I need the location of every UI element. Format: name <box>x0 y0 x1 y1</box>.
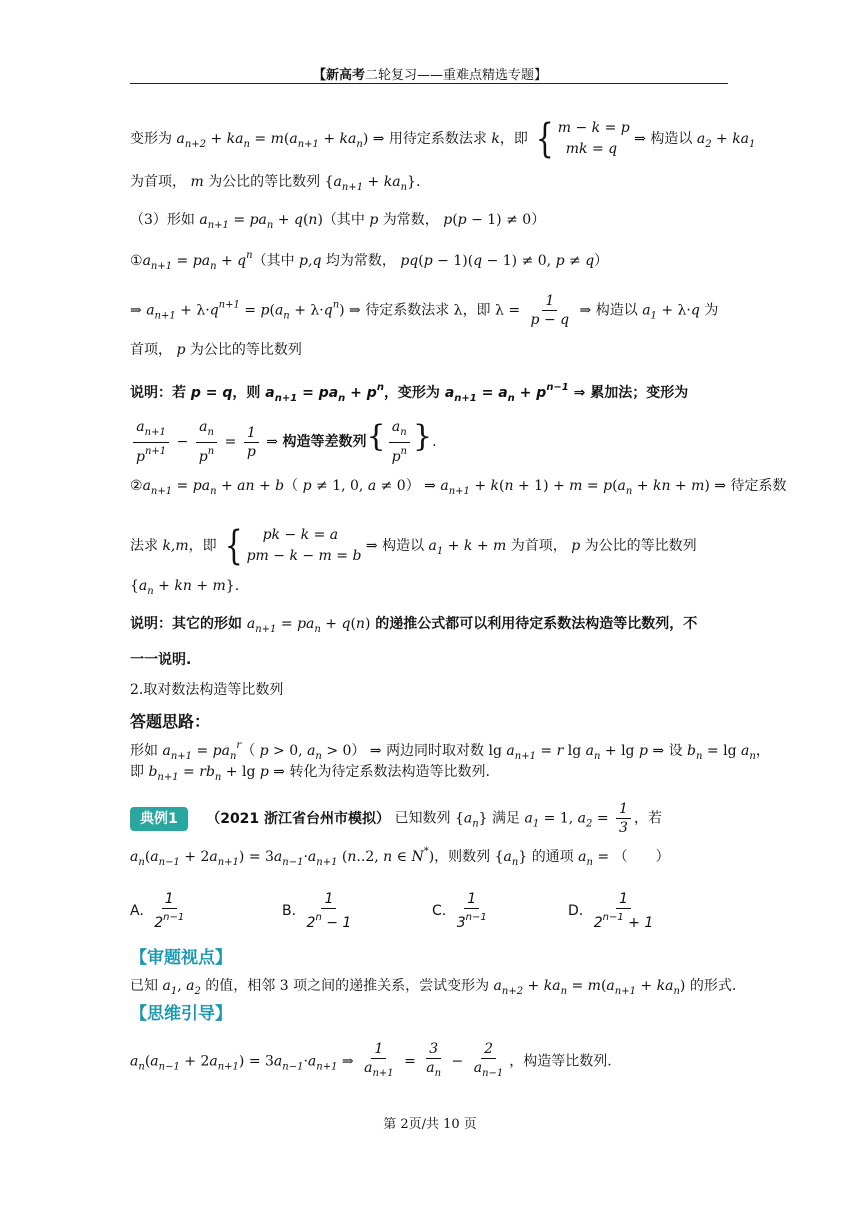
page-header: 【新高考二轮复习——重难点精选专题】 <box>312 68 548 83</box>
text-line: 变形为 $a_{n+2} + ka_n = m(a_{n+1} + ka_n)$ ⇒ 用待定系数法求 k，即 { m − k = p mk = q ⇒ 构造以 $a_2 + ka_1$ <box>130 116 756 162</box>
text-line: 答题思路： <box>130 712 211 731</box>
example-line: 典例1 （2021 浙江省台州市模拟） 已知数列 $\{a_n\}$ 满足 $a_1 = 1$, $a_2$ = $\frac{1}{3}$ ，若 <box>130 800 730 837</box>
text-line: 法求 k,m，即 { pk − k = a pm − k − m = b ⇒ 构造以 $a_1 + k + m$ 为首项， p 为公比的等比数列 <box>130 523 697 569</box>
text-line: （3）形如 $a_{n+1} = pa_n + q(n)$（其中 p 为常数， p(p − 1) ≠ 0） <box>130 212 546 231</box>
text-line: 说明：若 p = q，则 $a_{n+1} = pa_n + p^n$，变形为 $a_{n+1} = a_n + p^{n-1}$ ⇒ 累加法；变形为 <box>130 382 689 404</box>
text-line: 首项， p 为公比的等比数列 <box>130 342 302 358</box>
text-line: $a_n(a_{n-1} + 2a_{n+1}) = 3a_{n-1}\cdot a_{n+1}$ ⇒ $\frac{1}{a_{n+1}}$ = $\frac{3}{a_n}$ − $\frac{2}{a_{n-1}}$ ，构造等比数列. <box>130 1041 612 1079</box>
text-line: 形如 $a_{n+1} = pa_n^r$（ p > 0, $a_n > 0$） ⇒ 两边同时取对数 $\lg a_{n+1} = r$ $\lg a_n + \lg p$ ⇒ 设 $b_n = \lg a_n$， <box>130 740 770 762</box>
option-b[interactable]: B. $\frac{1}{2^n - 1}$ <box>282 891 352 931</box>
example-badge: 典例1 <box>130 807 188 831</box>
example-line: $a_n(a_{n-1} + 2a_{n+1}) = 3a_{n-1}\cdot a_{n+1}$ (n..2, n ∈ N*)，则数列 $\{a_n\}$ 的通项 $a_n$ = （ ） <box>130 846 670 868</box>
option-d[interactable]: D. $\frac{1}{2^{n-1} + 1}$ <box>568 891 654 931</box>
text-line: $①a_{n+1} = pa_n + q^n$（其中 p,q 均为常数， pq(p − 1)(q − 1) ≠ 0, p ≠ q） <box>130 250 609 272</box>
option-a[interactable]: A. $\frac{1}{2^{n-1}}$ <box>130 891 185 931</box>
text-line: 一一说明. <box>130 652 192 668</box>
text-line: $②a_{n+1} = pa_n$ + an + b（ p ≠ 1, 0, a ≠ 0） ⇒ $a_{n+1} + k(n + 1) + m = p(a_n$ + kn + m) ⇒ 待定系数 <box>130 478 787 497</box>
text-line: 说明：其它的形如 $a_{n+1} = pa_n + q(n)$ 的递推公式都可以利用待定系数法构造等比数列，不 <box>130 616 698 635</box>
section-title: 【思维引导】 <box>130 1004 232 1024</box>
text-line: $\frac{a_{n+1}}{p^{n+1}}$ − $\frac{a_n}{p^n}$ = $\frac{1}{p}$ ⇒ 构造等差数列{ $\frac{a_n}{p^n}$ }. <box>130 418 730 466</box>
text-line: 即 $b_{n+1} = rb_n + \lg p$ ⇒ 转化为待定系数法构造等比数列. <box>130 764 490 783</box>
text-line: 为首项， m 为公比的等比数列 $\{a_{n+1} + ka_n\}$. <box>130 174 421 193</box>
text-line: 2.取对数法构造等比数列 <box>130 682 284 698</box>
text-line: 已知 $a_1$, $a_2$ 的值，相邻 3 项之间的递推关系，尝试变形为 $a_{n+2} + ka_n = m(a_{n+1} + ka_n)$ 的形式. <box>130 978 737 997</box>
text-line: ⇒ $a_{n+1} + \lambda\cdot q^{n+1} = p(a_n + \lambda\cdot q^n)$ ⇒ 待定系数法求 λ，即 λ = $\frac{1}{p - q}$ ⇒ 构造以 $a_1 + \lambda\cdot q$ 为 <box>130 293 719 328</box>
option-c[interactable]: C. $\frac{1}{3^{n-1}}$ <box>432 891 487 931</box>
header-rule <box>130 83 728 84</box>
section-title: 【审题视点】 <box>130 948 232 968</box>
page-footer: 第 2页/共 10 页 <box>383 1117 477 1132</box>
text-line: {$a_n$ + kn + m}. <box>130 578 240 597</box>
